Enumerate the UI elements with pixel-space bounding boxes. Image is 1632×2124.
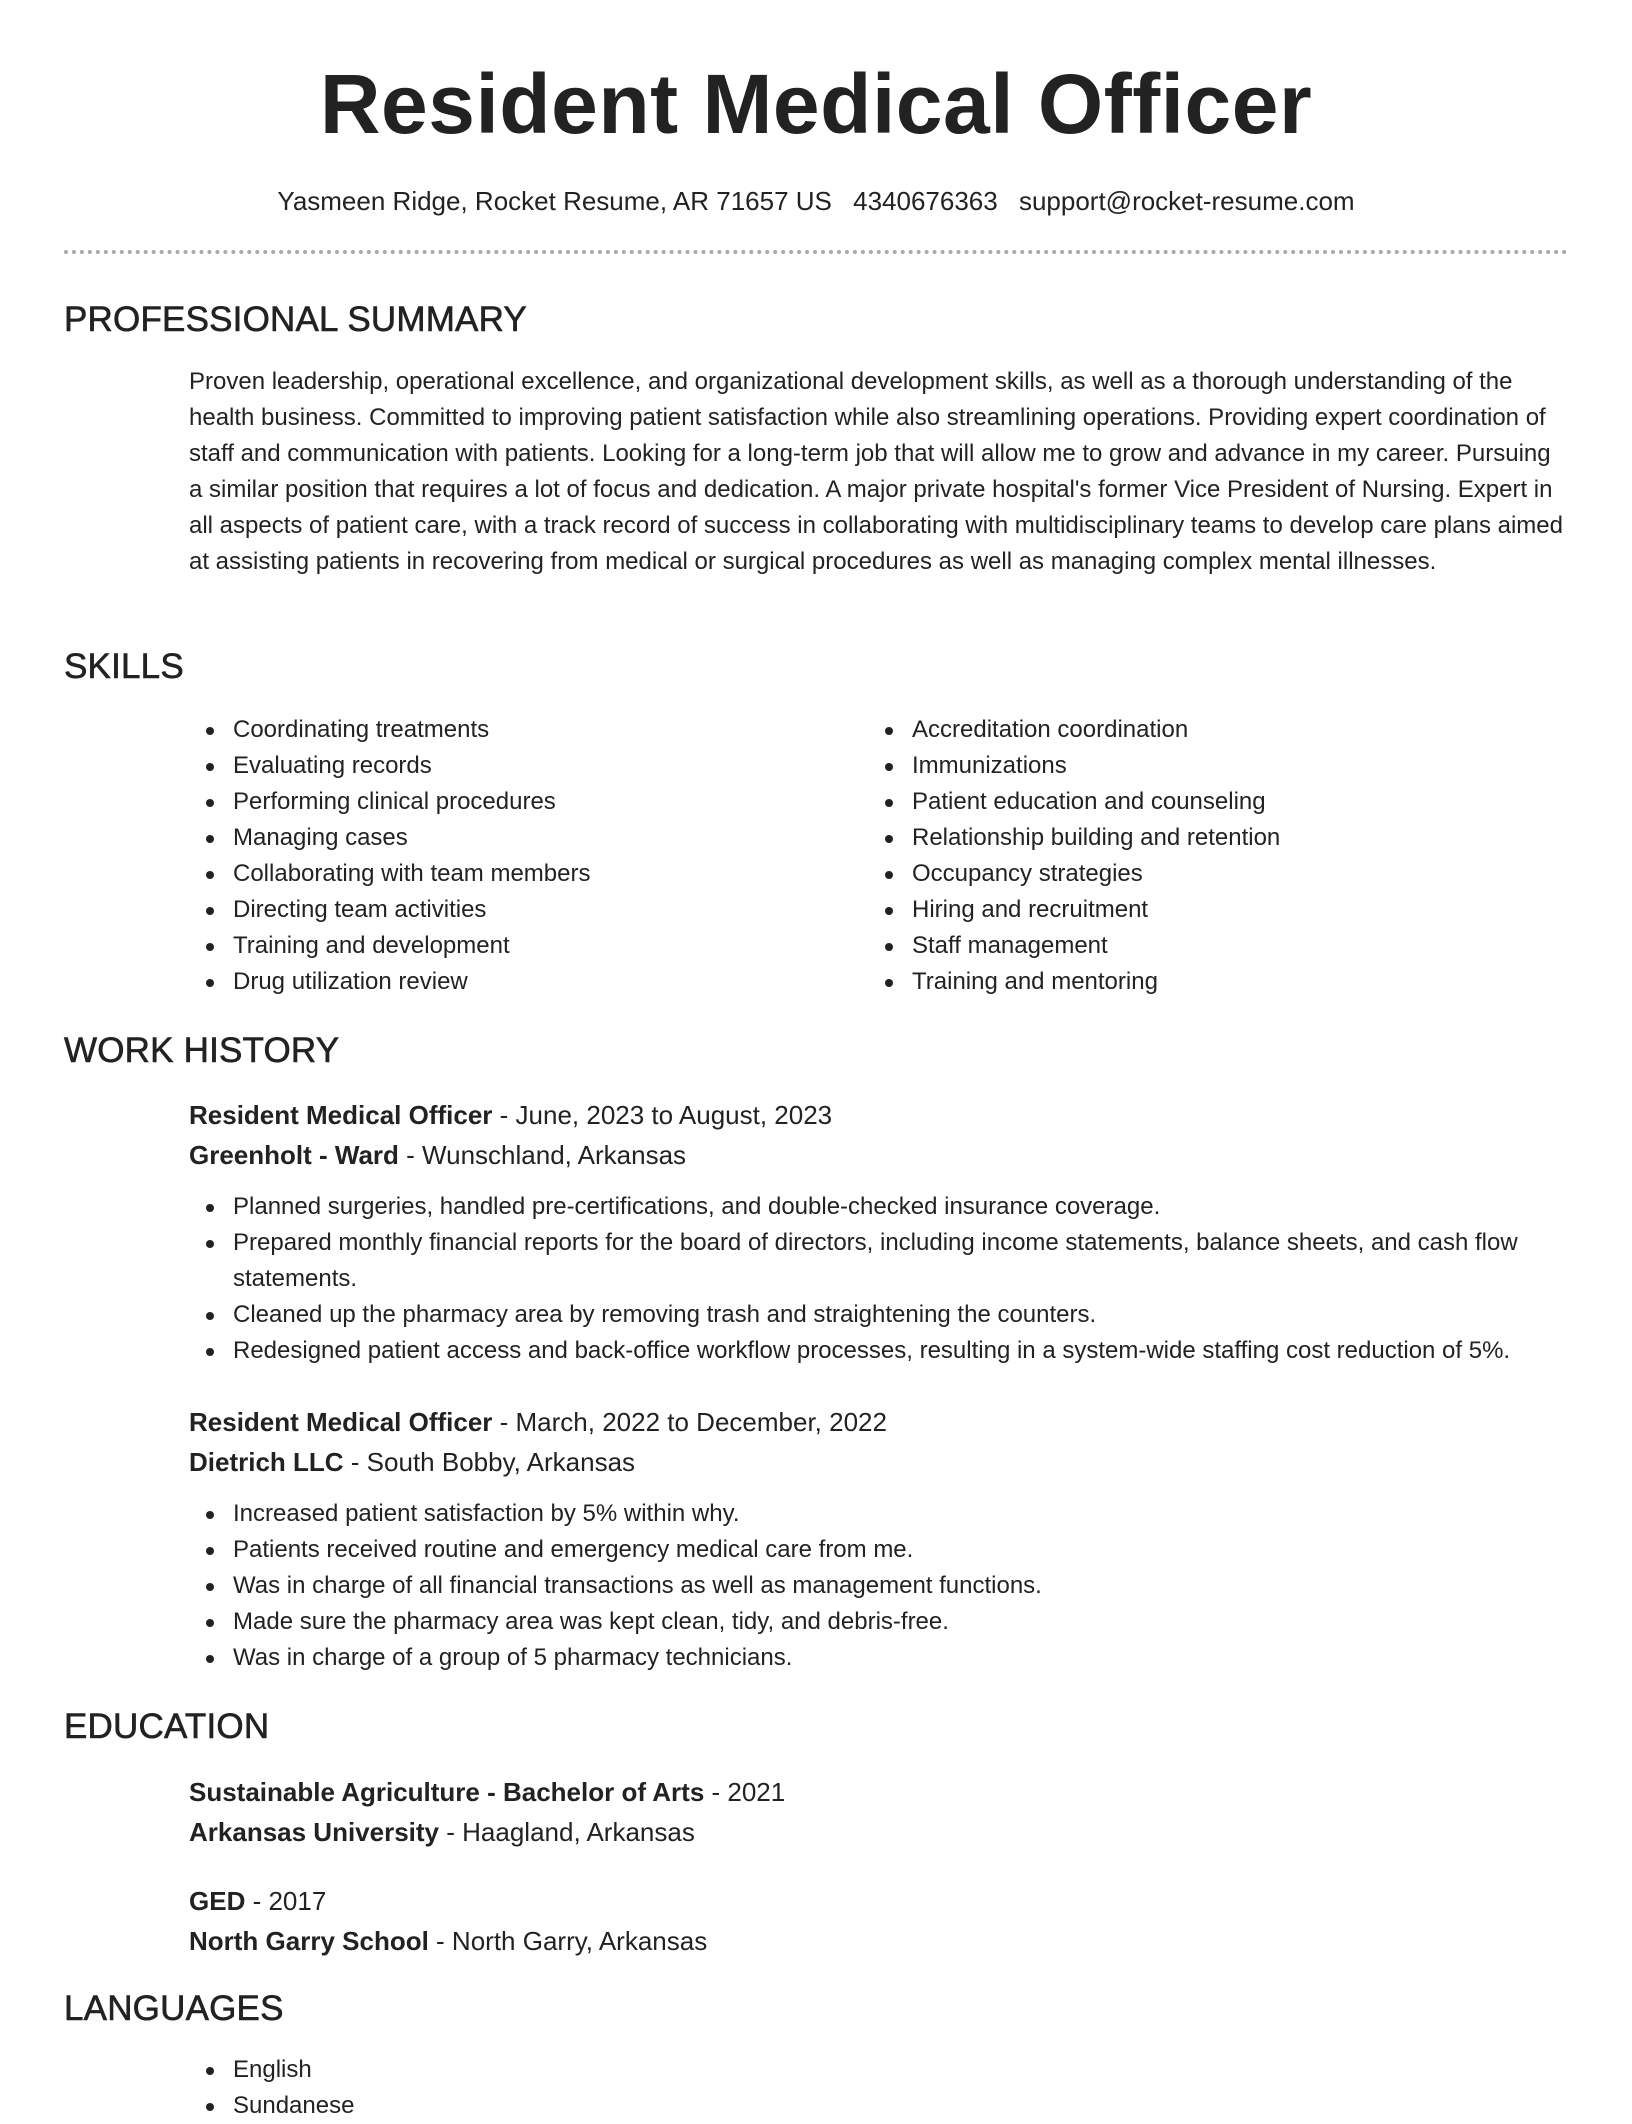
skill-item: Coordinating treatments	[189, 712, 829, 748]
job-org-line	[189, 1442, 1589, 1482]
skills-list-right	[868, 712, 1508, 1000]
job-bullet: Increased patient satisfaction by 5% within why.	[189, 1496, 1589, 1532]
resume-header	[0, 54, 1632, 218]
skill-item: Evaluating records	[189, 748, 829, 784]
skill-item: Occupancy strategies	[868, 856, 1508, 892]
header-divider	[64, 250, 1568, 254]
job-bullets	[189, 1496, 1589, 1676]
language-item: English	[189, 2052, 1589, 2088]
education-school-line	[189, 1921, 1589, 1961]
education-location: - Haagland, Arkansas	[439, 1817, 695, 1847]
skill-item: Patient education and counseling	[868, 784, 1508, 820]
education-degree-line	[189, 1772, 1589, 1812]
summary-text: Proven leadership, operational excellence, and organizational development skills, as well as a thorough understanding of the health business. Committed to improving patient satisfaction while also streamlining operations. Providing expert coordination of staff and communication with patients. Looking for a long-term job that will allow me to grow and advance in my career. Pursuing a similar position that requires a lot of focus and dedication. A major private hospital's former Vice President of Nursing. Expert in all aspects of patient care, with a track record of success in collaborating with multidisciplinary teams to develop care plans aimed at assisting patients in recovering from medical or surgical procedures as well as managing complex mental illnesses.	[189, 368, 1563, 575]
job-bullet: Was in charge of all financial transactions as well as management functions.	[189, 1568, 1589, 1604]
education-school: North Garry School	[189, 1926, 429, 1956]
job-entry	[189, 1095, 1589, 1175]
education-degree: Sustainable Agriculture - Bachelor of Arts	[189, 1777, 705, 1807]
job-bullet: Cleaned up the pharmacy area by removing trash and straightening the counters.	[189, 1297, 1589, 1333]
contact-email: support@rocket-resume.com	[1018, 186, 1355, 216]
skill-item: Accreditation coordination	[868, 712, 1508, 748]
skills-heading: SKILLS	[64, 647, 184, 686]
contact-address: Yasmeen Ridge, Rocket Resume, AR 71657 US	[277, 186, 832, 216]
job-bullet: Prepared monthly financial reports for the board of directors, including income statements, balance sheets, and cash flow statements.	[189, 1225, 1589, 1297]
job-bullet: Redesigned patient access and back-office workflow processes, resulting in a system-wide staffing cost reduction of 5%.	[189, 1333, 1589, 1369]
skill-item: Relationship building and retention	[868, 820, 1508, 856]
job-bullets	[189, 1189, 1589, 1369]
skill-item: Training and mentoring	[868, 964, 1508, 1000]
job-title-line	[189, 1402, 1589, 1442]
education-degree: GED	[189, 1886, 246, 1916]
job-title-line	[189, 1095, 1589, 1135]
education-school: Arkansas University	[189, 1817, 440, 1847]
job-location: - South Bobby, Arkansas	[343, 1447, 636, 1477]
skill-item: Training and development	[189, 928, 829, 964]
job-location: - Wunschland, Arkansas	[398, 1140, 687, 1170]
job-role: Resident Medical Officer	[189, 1407, 493, 1437]
job-bullet: Patients received routine and emergency medical care from me.	[189, 1532, 1589, 1568]
job-entry	[189, 1402, 1589, 1482]
education-school-line	[189, 1812, 1589, 1852]
skill-item: Directing team activities	[189, 892, 829, 928]
education-entry	[189, 1772, 1589, 1852]
education-year: - 2017	[245, 1886, 327, 1916]
work-history-heading: WORK HISTORY	[64, 1031, 340, 1070]
job-org-line	[189, 1135, 1589, 1175]
education-year: - 2021	[704, 1777, 786, 1807]
skill-item: Collaborating with team members	[189, 856, 829, 892]
language-item: Sundanese	[189, 2088, 1589, 2124]
skill-item: Immunizations	[868, 748, 1508, 784]
education-entry	[189, 1881, 1589, 1961]
job-bullet: Planned surgeries, handled pre-certifications, and double-checked insurance coverage.	[189, 1189, 1589, 1225]
education-location: - North Garry, Arkansas	[428, 1926, 708, 1956]
contact-phone: 4340676363	[853, 186, 998, 216]
job-company: Dietrich LLC	[189, 1447, 344, 1477]
candidate-name: Resident Medical Officer	[319, 57, 1313, 151]
skill-item: Staff management	[868, 928, 1508, 964]
contact-line	[0, 184, 1632, 218]
skill-item: Drug utilization review	[189, 964, 829, 1000]
job-bullet: Made sure the pharmacy area was kept clean, tidy, and debris-free.	[189, 1604, 1589, 1640]
skill-item: Performing clinical procedures	[189, 784, 829, 820]
education-degree-line	[189, 1881, 1589, 1921]
languages-list	[189, 2052, 1589, 2124]
skills-list-left	[189, 712, 829, 1000]
job-dates: - June, 2023 to August, 2023	[492, 1100, 833, 1130]
languages-heading: LANGUAGES	[64, 1989, 284, 2028]
job-company: Greenholt - Ward	[189, 1140, 399, 1170]
skill-item: Managing cases	[189, 820, 829, 856]
education-heading: EDUCATION	[64, 1707, 270, 1746]
job-role: Resident Medical Officer	[189, 1100, 493, 1130]
summary-heading: PROFESSIONAL SUMMARY	[64, 300, 527, 339]
job-dates: - March, 2022 to December, 2022	[492, 1407, 887, 1437]
job-bullet: Was in charge of a group of 5 pharmacy technicians.	[189, 1640, 1589, 1676]
skill-item: Hiring and recruitment	[868, 892, 1508, 928]
